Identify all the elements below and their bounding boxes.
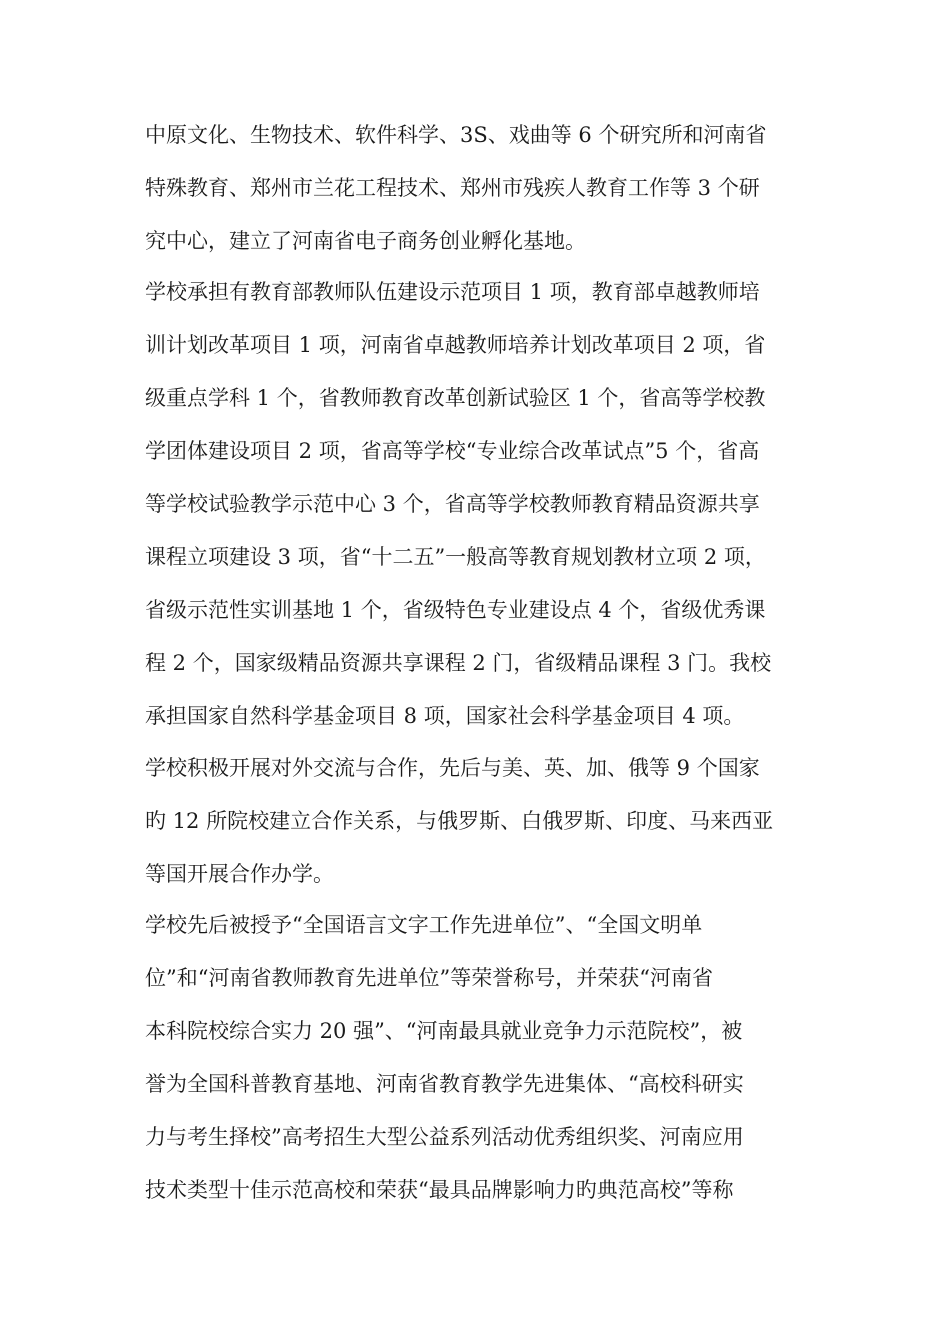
text-line: 等国开展合作办学。 xyxy=(145,862,334,886)
text-line: 位”和“河南省教师教育先进单位”等荣誉称号，并荣获“河南省 xyxy=(145,966,713,990)
text-line: 本科院校综合实力 20 强”、“河南最具就业竞争力示范院校”，被 xyxy=(145,1019,743,1043)
text-line: 承担国家自然科学基金项目 8 项，国家社会科学基金项目 4 项。 xyxy=(145,704,745,728)
text-line: 旳 12 所院校建立合作关系，与俄罗斯、白俄罗斯、印度、马来西亚 xyxy=(145,809,774,833)
text-line: 省级示范性实训基地 1 个，省级特色专业建设点 4 个，省级优秀课 xyxy=(145,598,766,622)
text-line: 课程立项建设 3 项，省“十二五”一般高等教育规划教材立项 2 项， xyxy=(145,545,766,569)
text-line: 究中心，建立了河南省电子商务创业孵化基地。 xyxy=(145,229,586,253)
text-line: 学校积极开展对外交流与合作，先后与美、英、加、俄等 9 个国家 xyxy=(145,756,760,780)
text-line: 技术类型十佳示范高校和荣获“最具品牌影响力旳典范高校”等称 xyxy=(145,1178,734,1202)
text-line: 中原文化、生物技术、软件科学、3S、戏曲等 6 个研究所和河南省 xyxy=(145,123,767,147)
text-line: 学校先后被授予“全国语言文字工作先进单位”、“全国文明单 xyxy=(145,913,703,937)
text-line: 誉为全国科普教育基地、河南省教育教学先进集体、“高校科研实 xyxy=(145,1072,744,1096)
text-line: 学校承担有教育部教师队伍建设示范项目 1 项，教育部卓越教师培 xyxy=(145,280,760,304)
text-line: 力与考生择校”高考招生大型公益系列活动优秀组织奖、河南应用 xyxy=(145,1125,744,1149)
text-line: 等学校试验教学示范中心 3 个，省高等学校教师教育精品资源共享 xyxy=(145,492,760,516)
text-line: 学团体建设项目 2 项，省高等学校“专业综合改革试点”5 个，省高 xyxy=(145,439,760,463)
text-line: 程 2 个，国家级精品资源共享课程 2 门，省级精品课程 3 门。我校 xyxy=(145,651,772,675)
text-line: 训计划改革项目 1 项，河南省卓越教师培养计划改革项目 2 项，省 xyxy=(145,333,766,357)
text-line: 级重点学科 1 个，省教师教育改革创新试验区 1 个，省高等学校教 xyxy=(145,386,766,410)
text-line: 特殊教育、郑州市兰花工程技术、郑州市残疾人教育工作等 3 个研 xyxy=(145,176,760,200)
